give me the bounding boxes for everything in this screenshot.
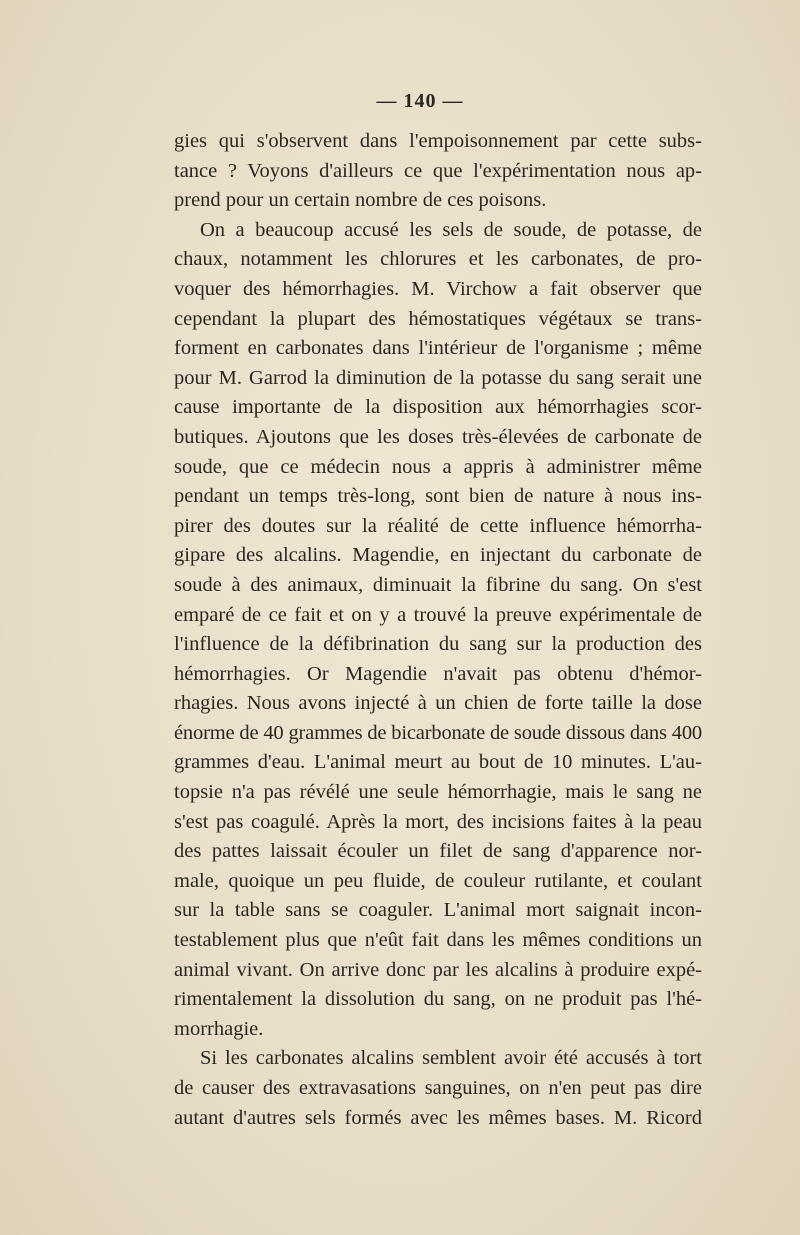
- text-line: tance ? Voyons d'ailleurs ce que l'expérimentation nous ap-: [174, 159, 702, 182]
- text-line: hémorrhagies. Or Magendie n'avait pas obtenu d'hémor-: [174, 662, 702, 685]
- text-line: rhagies. Nous avons injecté à un chien de forte taille la dose: [174, 692, 702, 715]
- body-text: [174, 127, 702, 1133]
- text-line: gies qui s'observent dans l'empoisonnement par cette subs-: [174, 130, 702, 152]
- text-line: topsie n'a pas révélé une seule hémorrhagie, mais le sang ne: [174, 781, 702, 804]
- text-line: Si les carbonates alcalins semblent avoir été accusés à tort: [200, 1047, 702, 1070]
- text-line: autant d'autres sels formés avec les mêmes bases. M. Ricord: [174, 1106, 702, 1129]
- text-line: l'influence de la défibrination du sang sur la production des: [174, 633, 702, 656]
- text-line: animal vivant. On arrive donc par les alcalins à produire expé-: [174, 958, 702, 981]
- text-line: rimentalement la dissolution du sang, on ne produit pas l'hé-: [174, 988, 702, 1011]
- text-line: prend pour un certain nombre de ces poisons.: [174, 189, 547, 212]
- text-line: forment en carbonates dans l'intérieur de l'organisme ; même: [174, 337, 702, 360]
- text-line: morrhagie.: [174, 1017, 264, 1040]
- text-line: grammes d'eau. L'animal meurt au bout de 10 minutes. L'au-: [174, 751, 702, 774]
- text-line: pour M. Garrod la diminution de la potasse du sang serait une: [174, 366, 702, 389]
- text-line: testablement plus que n'eût fait dans les mêmes conditions un: [174, 929, 702, 952]
- text-line: butiques. Ajoutons que les doses très-élevées de carbonate de: [174, 425, 702, 448]
- text-line: cependant la plupart des hémostatiques végétaux se trans-: [174, 307, 702, 330]
- text-line: male, quoique un peu fluide, de couleur rutilante, et coulant: [174, 869, 702, 892]
- text-line: chaux, notamment les chlorures et les carbonates, de pro-: [174, 248, 702, 271]
- text-line: de causer des extravasations sanguines, on n'en peut pas dire: [174, 1077, 702, 1099]
- text-line: On a beaucoup accusé les sels de soude, de potasse, de: [200, 218, 702, 241]
- text-line: soude à des animaux, diminuait la fibrine du sang. On s'est: [174, 573, 702, 596]
- page-number: — 140 —: [376, 90, 464, 112]
- text-line: énorme de 40 grammes de bicarbonate de soude dissous dans 400: [174, 721, 702, 744]
- text-line: sur la table sans se coaguler. L'animal mort saignait incon-: [174, 899, 702, 922]
- text-line: gipare des alcalins. Magendie, en injectant du carbonate de: [174, 544, 702, 567]
- text-line: pirer des doutes sur la réalité de cette influence hémorrha-: [174, 514, 702, 537]
- text-line: cause importante de la disposition aux hémorrhagies scor-: [174, 396, 702, 419]
- text-line: pendant un temps très-long, sont bien de nature à nous ins-: [174, 485, 702, 508]
- text-line: voquer des hémorrhagies. M. Virchow a fait observer que: [174, 277, 702, 300]
- text-line: soude, que ce médecin nous a appris à administrer même: [174, 455, 702, 478]
- text-line: des pattes laissait écouler un filet de sang d'apparence nor-: [174, 840, 702, 863]
- text-line: emparé de ce fait et on y a trouvé la preuve expérimentale de: [174, 603, 702, 626]
- text-line: s'est pas coagulé. Après la mort, des incisions faites à la peau: [174, 810, 702, 833]
